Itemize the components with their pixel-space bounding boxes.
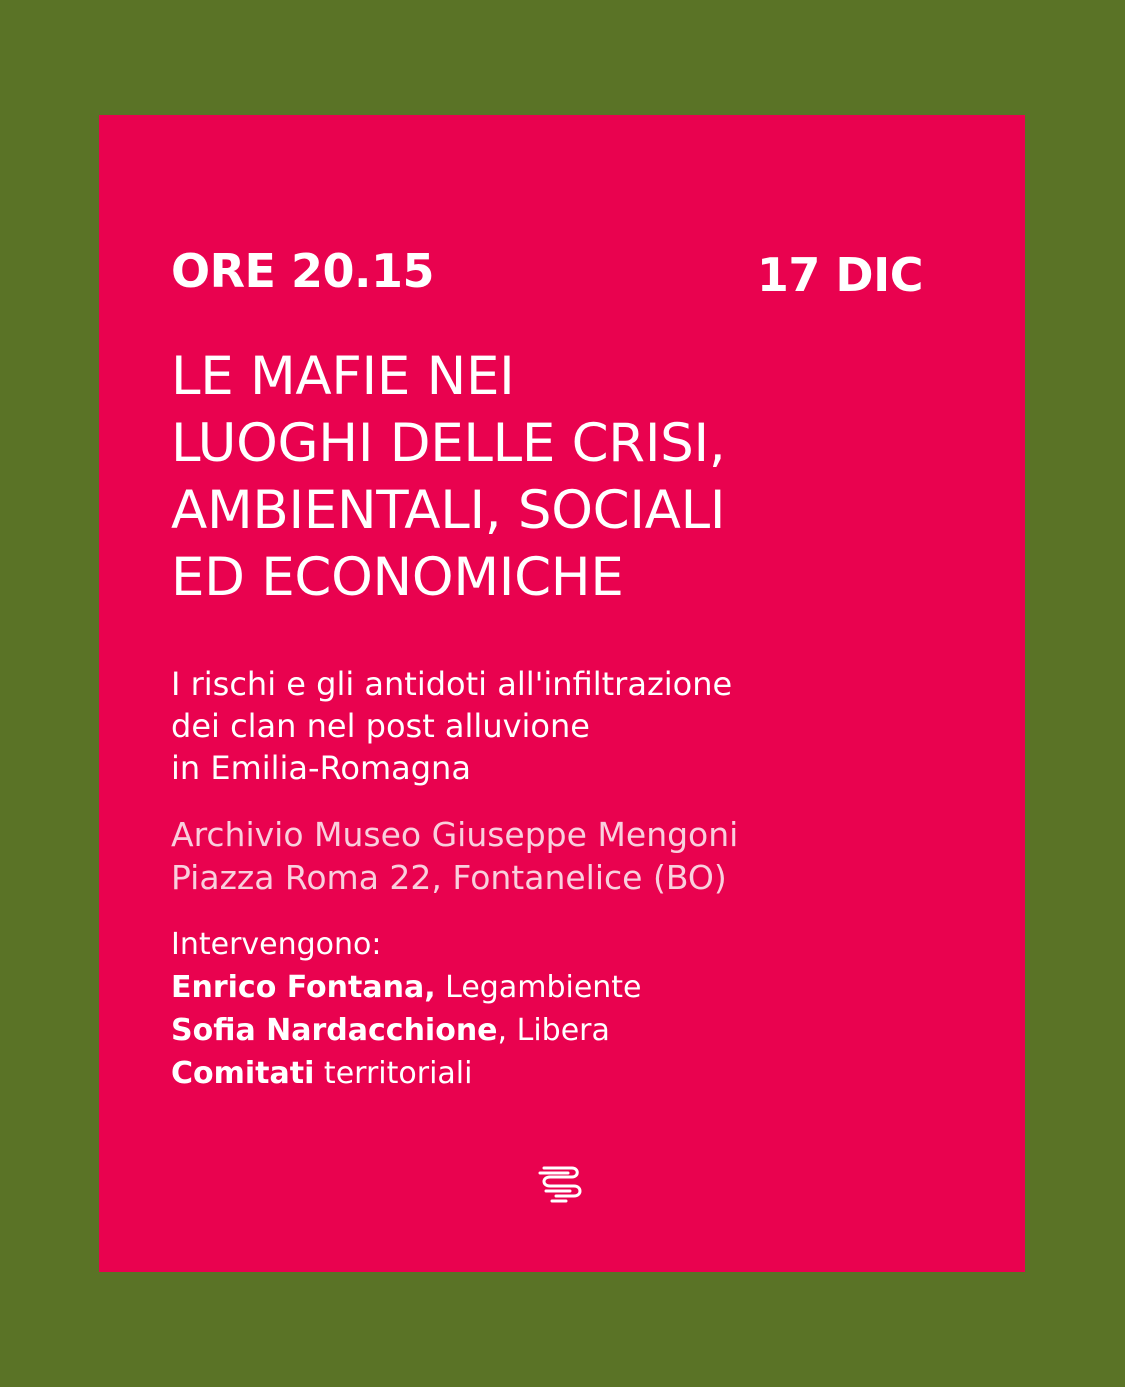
title-line: AMBIENTALI, SOCIALI [171, 480, 726, 541]
subtitle-line: I rischi e gli antidoti all'infiltrazione [171, 665, 733, 703]
event-subtitle [171, 663, 732, 789]
speaker-org: , Libera [497, 1013, 610, 1048]
speaker-org: territoriali [314, 1056, 473, 1091]
speaker-name: Sofia Nardacchione [171, 1013, 498, 1048]
venue-address: Piazza Roma 22, Fontanelice (BO) [171, 858, 727, 897]
speaker-item [171, 1009, 642, 1052]
venue-name: Archivio Museo Giuseppe Mengoni [171, 815, 739, 854]
subtitle-line: dei clan nel post alluvione [171, 707, 590, 745]
speaker-name: Enrico Fontana, [171, 970, 436, 1005]
speakers-heading: Intervengono: [171, 927, 382, 962]
event-title [171, 343, 725, 611]
title-line: LUOGHI DELLE CRISI, [171, 413, 726, 474]
speaker-org: Legambiente [435, 970, 642, 1005]
speaker-name: Comitati [171, 1056, 315, 1091]
event-venue [171, 813, 738, 899]
title-line: ED ECONOMICHE [171, 547, 624, 608]
subtitle-line: in Emilia-Romagna [171, 749, 471, 787]
event-date: 17 DIC [756, 248, 923, 302]
title-line: LE MAFIE NEI [171, 346, 515, 407]
event-poster [99, 115, 1025, 1272]
speaker-item [171, 1052, 642, 1095]
speaker-item [171, 966, 642, 1009]
swirl-logo-icon [532, 1160, 590, 1206]
event-time: ORE 20.15 [171, 244, 434, 298]
speakers-list [171, 923, 642, 1095]
